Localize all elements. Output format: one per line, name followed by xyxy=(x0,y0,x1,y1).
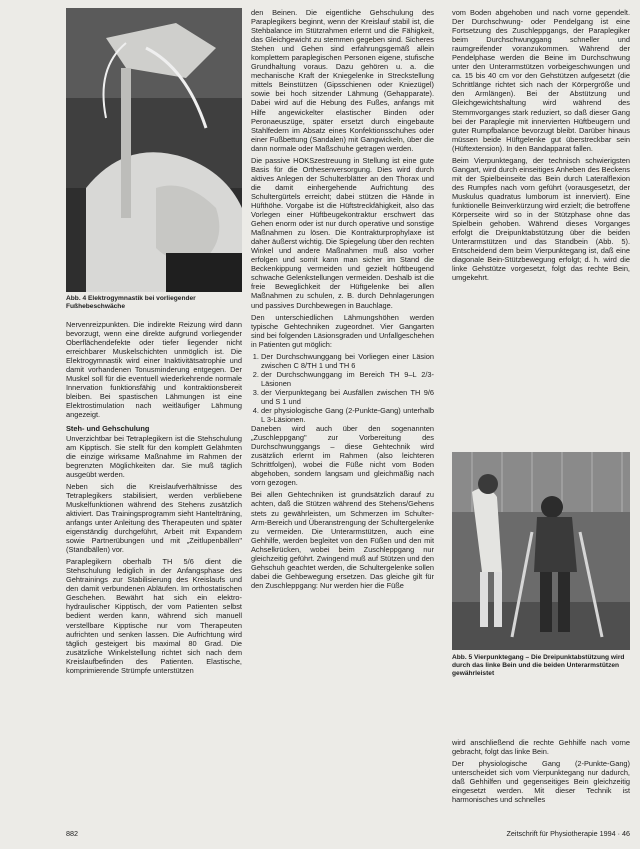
figure-5-text: Vierpunktegang – Die Dreipunktabstützung wird durch das linke Bein und die beiden Unterarmstützen gewährleistet xyxy=(452,654,625,677)
journal-footer: Zeitschrift für Physiotherapie 1994 · 46 xyxy=(506,829,630,838)
page-number: 882 xyxy=(66,829,78,838)
column-3-top xyxy=(452,8,630,285)
column-2 xyxy=(251,8,434,593)
column-1 xyxy=(66,320,242,678)
gait-list-item: 4. der physiologische Gang (2-Punkte-Gang) unterhalb L 3-Läsionen. xyxy=(261,406,434,424)
figure-5-image xyxy=(452,452,630,650)
figure-5-photo xyxy=(452,452,630,650)
gait-list-item: 3. der Vierpunktegang bei Ausfällen zwischen TH 9/6 und S 1 und xyxy=(261,388,434,406)
column-3-bottom xyxy=(452,738,630,807)
col2-paragraph-3: Den unterschiedlichen Lähmungshöhen werden typische Gehtechniken zugeordnet. Vier Gangarten sind bei folgenden Läsionsgraden und Unfallgeschehen in Patienten gut möglich: xyxy=(251,312,434,349)
col1-paragraph-3: Neben sich die Kreislaufverhältnisse des Tetraplegikers stabilisiert, werden verbliebene Muskelfunktionen während des Stehens zusätzlich aktiviert. Das Trainingsprogramm sieht Hantelträning, anfangs unter Anleitung des Therapeuten und später eigenständig durchgeführt, Arbeit mit Expandern sowie Partnerübungen und mit „Zeitlupenbällen" (Standbällen) vor. xyxy=(66,481,242,555)
col3-paragraph-1: vom Boden abgehoben und nach vorne gependelt. Der Durchschwung- oder Pendelgang ist eine Fortsetzung des Zuschleppgangs, der Paraplegiker beim Durchschwunggang schneller und raumgreifender voranzukommen. Während der Pendelphase werden die Beine im Durchschwung unter den Unterarmstützen vorbeigeschwungen und ca. 15 bis 40 cm vor den Gehstützen aufgesetzt (die Schrittlänge richtet sich nach der Körpergröße und den Armlängen). Bei der Abstützung und Gleichgewichtshaltung wird während des Stemmvorganges stark reduziert, so daß dieser Gang bei der Paraplegie mit innervierten Hüftbeugern und guter Rumpfbalance bevorzugt bleibt. Darüber hinaus müssen beide Hüftgelenke gut überstreckbar sein (Hüftextension). In den Bandapparat fallen. xyxy=(452,8,630,153)
col2-paragraph-5: Bei allen Gehtechniken ist grundsätzlich darauf zu achten, daß die Stützen während des Stehens/Gehens stets zu gewährleisten, um Schmerzen im Schulter-Arm-Bereich und Überanstrengung der Schultergelenke zu vermeiden. Die Unterarmstützen, auch eine Gehhilfe, werden begleitet von den Füßen und den mit Achselkrücken, wobei beim Zuschleppgang nur gleichzeitig geführt. Zwingend muß auf Stützen und den Gehschuh geachtet werden, die Schultergelenke sollen dabei die Gehbewegung ersetzen. Das gleiche gilt für den Zuschleppgang: Nur werden hier die Füße xyxy=(251,490,434,590)
col2-paragraph-1: den Beinen. Die eigentliche Gehschulung des Paraplegikers beginnt, wenn der Kreislauf stabil ist, die Stehbalance im Stützrahmen erlernt und die Fähigkeit, das Gleichgewicht zu stemmen gegeben sind. Sicheres Stehen und Gehen sind erfahrungsgemäß allein komplettem paraplegischen Personen eigene, stufische Grundhaltung voraus. Dazu gehören u. a. die mechanische Kraft der Kniegelenke in Streckstellung mittels Beinstützen (Gipsschienen oder Kniezügel) sowie bei hoch sitzender Lähmung (Gehapparate). Dabei wird auf die Hebung des Fußes, anfangs mit Hilfe angewickelter elastischer Binden oder Peronaeuszüge, später ersetzt durch eingebaute Stahlfedern im Absatz eines Konfektionsschuhes oder einer Fußbettung (Sandalen) mit Gangwickeln, über die dann normale oder Maßschuhe getragen werden. xyxy=(251,8,434,153)
col1-paragraph-2: Unverzichtbar bei Tetraplegikern ist die Stehschulung am Kipptisch. Sie stellt für den komplett Gelähmten die einzige wirksame Maßnahme im Rahmen der begrenzten Möglichkeiten dar. Sie muß täglich ausgeübt werden. xyxy=(66,433,242,479)
col2-paragraph-2: Die passive HOKSzestreuung in Stellung ist eine gute Basis für die Orthesenversorgung. Dies wird durch aktives Anlegen der Schulterblätter an den Thorax und die damit einhergehende Aufrichtung des Schultergürtels erreicht; dabei stützen die Hände in Hüfthöhe. Vorgabe ist die Hüftstreckfähigkeit, also das Vorlegen einer Hüftbeugekontraktur erschwert das Gehen enorm oder ist nur durch operative und sonstige Maßnahmen zu lösen. Die Kontrakturprophylaxe ist daher äußerst wichtig. Die Spiegelung über den rechten Winkel und andere Maßnahmen muß also vorher erfolgen und somit kann man sicher im Stand die Beckenkippung vermeiden und gezielt hüftbeugend schwache Gelenkstellungen vermeiden. Deshalb ist die freie Beweglichkeit der Hüftgelenke bei allen Maßnahmen zu schulen, z. B. durch Dehnlagerungen und passives Durchbewegen in Bauchlage. xyxy=(251,155,434,310)
figure-4-caption xyxy=(66,295,242,311)
col3-paragraph-3: wird anschließend die rechte Gehhilfe nach vorne gebracht, folgt das linke Bein. xyxy=(452,738,630,757)
figure-5-label: Abb. 5 xyxy=(452,654,473,661)
col3-paragraph-2: Beim Vierpunktegang, der technisch schwierigsten Gangart, wird durch einseitiges Anheben des Beckens mit der Spielbeinseite das Bein durch Lateralflexion des Rumpfes nach vorn geführt (vorausgesetzt, der Muskulus quadratus lumborum ist innerviert). Eine funktionelle Beinverkürzung wird erzielt; die betroffene Körperseite wird so in der Stützphase ohne das Spielbein gehoben. Während dieses Vorganges erfolgt die Dreipunktabstützung über die beiden Unterarmstützen und das Standbein (Abb. 5). Entscheidend dem beim Vierpunktegang ist, daß eine diagonale Bein-Stützbewegung erfolgt; d. h. wird die linke Gehstütze vorgesetzt, folgt das rechte Bein, umgekehrt. xyxy=(452,155,630,283)
gait-list-item: 1. Der Durchschwunggang bei Vorliegen einer Läsion zwischen C 8/TH 1 und TH 6 xyxy=(261,352,434,370)
gait-list-item: 2. der Durchschwunggang im Bereich TH 9–L 2/3-Läsionen xyxy=(261,370,434,388)
section-heading-steh-gehschulung: Steh- und Gehschulung xyxy=(66,423,150,433)
col1-paragraph-1: Nervenreizpunkten. Die indirekte Reizung wird dann bevorzugt, wenn eine direkte aufgrund vorliegender Oberflächendefekte oder tiefer liegender nicht erreichbarer Muskelschichten unmöglich ist. Die Elektrogymnastik wird einer Inaktivitätsatrophie und damit vorhandenen Tonusminderung entgegen. Der Muskel soll für die eventuell wiederkehrende normale Innervation funktionsfähig und kontraktionsbereit bleiben. Bei spastischen Lähmungen ist eine Elektrostimulation nach weitläufiger Lähmung angezeigt. xyxy=(66,320,242,420)
col2-paragraph-4: Daneben wird auch über den sogenannten „Zuschleppgang" zur Vorbereitung des Durchschwunggangs – diese Gehtechnik wird zusätzlich erlernt im Rahmen (also leichteren Schrittfolgen), wobei die Füße nicht vom Boden abgehoben, sondern langsam und gleichmäßig nach vorn gezogen. xyxy=(251,424,434,488)
gait-list xyxy=(251,352,434,424)
col3-paragraph-4: Der physiologische Gang (2-Punkte-Gang) unterscheidet sich vom Vierpunktegang nur dadurch, daß Gehhilfen und gegenseitiges Bein gleichzeitig eingesetzt werden. Mit dieser Technik ist harmonisches und schnelles xyxy=(452,759,630,805)
figure-5-caption xyxy=(452,654,630,678)
col1-paragraph-4: Paraplegikern oberhalb TH 5/6 dient die Stehschulung lediglich in der Anfangsphase des Gehtrainings zur Stabilisierung des Kreislaufs und den damit verbundenen Abläufen. Im orthostatischen Geschehen. Bewährt hat sich ein elektro-hydraulischer Kipptisch, der vom Patienten selbst bedient werden kann, während sich manuell verstellbare Kipptische nur vom Therapeuten aufrichten und senken lassen. Die Aufrichtung wird täglich gesteigert bis maximal 80 Grad. Die zusätzliche Winkelstellung richtet sich nach dem Kreislaufbefinden des Patienten. Elastische, komprimierende Strümpfe unterstützen xyxy=(66,557,242,675)
figure-4-text: Elektrogymnastik bei vorliegender Fußhebeschwäche xyxy=(66,295,196,310)
figure-4-photo xyxy=(66,8,242,292)
figure-4-image xyxy=(66,8,242,292)
figure-4-label: Abb. 4 xyxy=(66,295,87,302)
